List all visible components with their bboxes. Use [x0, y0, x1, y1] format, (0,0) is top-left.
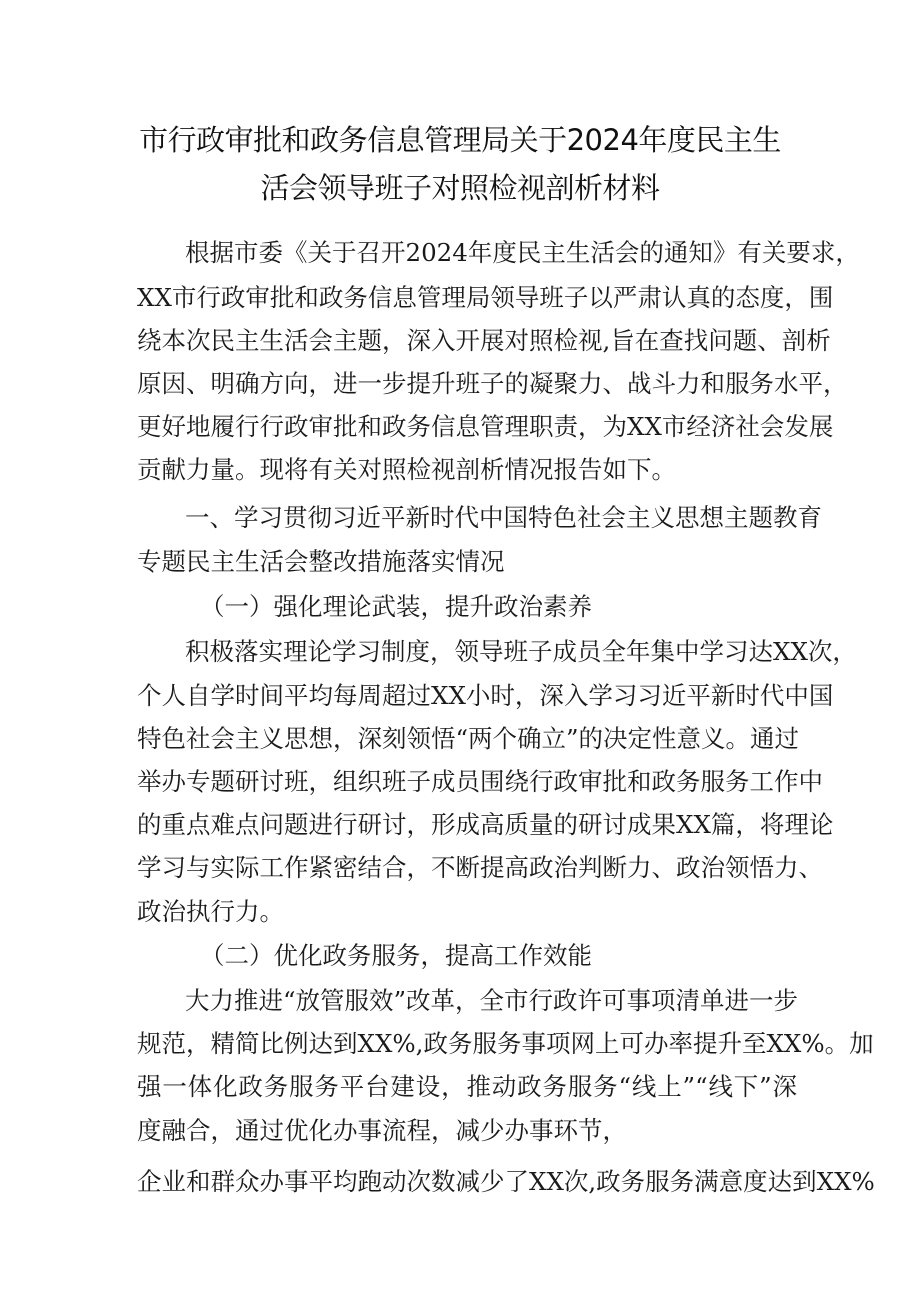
- body-line: 特色社会主义思想，深刻领悟“两个确立”的决定性意义。通过: [137, 724, 800, 753]
- body-line: 更好地履行行政审批和政务信息管理职责，为XX市经济社会发展: [137, 412, 834, 441]
- section-heading-1: 一、学习贯彻习近平新时代中国特色社会主义思想主题教育: [185, 503, 822, 532]
- body-line: 根据市委《关于召开2024年度民主生活会的通知》有关要求，: [185, 238, 860, 267]
- body-line: 政治执行力。: [137, 897, 284, 926]
- body-line: 绕本次民主生活会主题，深入开展对照检视,旨在查找问题、剖析: [137, 326, 831, 355]
- body-line: 度融合，通过优化办事流程，减少办事环节，: [137, 1116, 627, 1145]
- body-line: XX市行政审批和政务信息管理局领导班子以严肃认真的态度，围: [137, 283, 834, 312]
- section-heading-1-cont: 专题民主生活会整改措施落实情况: [137, 547, 505, 576]
- document-title-line-2: 活会领导班子对照检视剖析材料: [260, 171, 660, 205]
- subsection-heading-1: （一）强化理论武装，提升政治素养: [200, 592, 592, 621]
- body-line: 贡献力量。现将有关对照检视剖析情况报告如下。: [137, 455, 676, 484]
- body-line: 学习与实际工作紧密结合，不断提高政治判断力、政治领悟力、: [137, 853, 823, 882]
- body-line: 企业和群众办事平均跑动次数减少了XX次,政务服务满意度达到XX%: [137, 1167, 875, 1196]
- body-line: 原因、明确方向，进一步提升班子的凝聚力、战斗力和服务水平，: [137, 369, 848, 398]
- body-line: 大力推进“放管服效”改革，全市行政许可事项清单进一步: [185, 986, 799, 1015]
- subsection-heading-2: （二）优化政务服务，提高工作效能: [200, 941, 592, 970]
- body-line: 举办专题研讨班，组织班子成员围绕行政审批和政务服务工作中: [137, 767, 823, 796]
- body-line: 强一体化政务服务平台建设，推动政务服务“线上”“线下”深: [137, 1072, 797, 1101]
- body-line: 个人自学时间平均每周超过XX小时，深入学习习近平新时代中国: [137, 681, 834, 710]
- document-title-line-1: 市行政审批和政务信息管理局关于2024年度民主生: [139, 123, 781, 157]
- body-line: 规范，精简比例达到XX%,政务服务事项网上可办率提升至XX%。加: [137, 1029, 874, 1058]
- body-line: 积极落实理论学习制度，领导班子成员全年集中学习达XX次，: [185, 637, 857, 666]
- body-line: 的重点难点问题进行研讨，形成高质量的研讨成果XX篇，将理论: [137, 810, 834, 839]
